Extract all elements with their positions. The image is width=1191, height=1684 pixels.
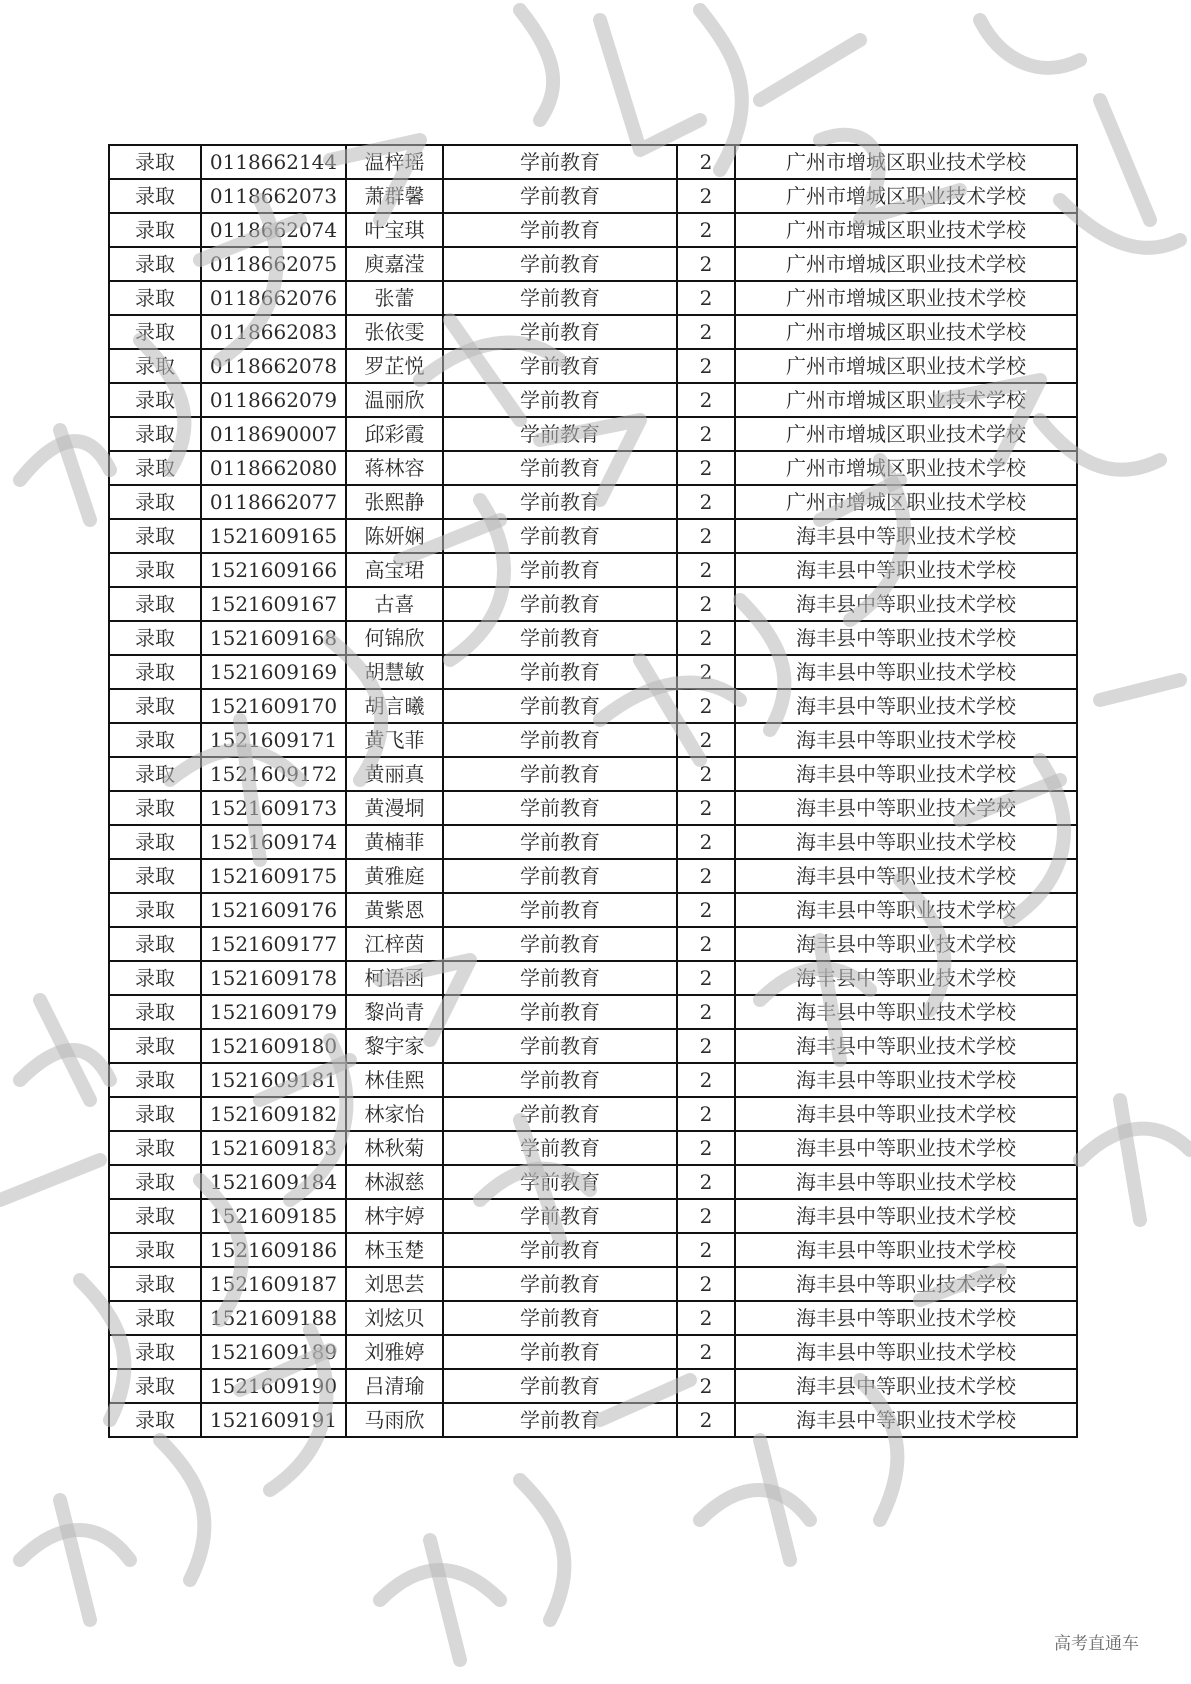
major: 学前教育	[443, 757, 677, 791]
major: 学前教育	[443, 1199, 677, 1233]
major: 学前教育	[443, 1267, 677, 1301]
study-years: 2	[677, 791, 735, 825]
student-name: 何锦欣	[346, 621, 443, 655]
candidate-id: 1521609173	[201, 791, 346, 825]
major: 学前教育	[443, 587, 677, 621]
candidate-id: 1521609184	[201, 1165, 346, 1199]
table-row	[109, 1369, 1077, 1403]
table-row	[109, 485, 1077, 519]
candidate-id: 0118662077	[201, 485, 346, 519]
study-years: 2	[677, 383, 735, 417]
admission-table	[108, 144, 1078, 1438]
school-name: 广州市增城区职业技术学校	[735, 315, 1077, 349]
candidate-id: 1521609180	[201, 1029, 346, 1063]
school-name: 广州市增城区职业技术学校	[735, 281, 1077, 315]
school-name: 广州市增城区职业技术学校	[735, 485, 1077, 519]
major: 学前教育	[443, 213, 677, 247]
student-name: 黄紫恩	[346, 893, 443, 927]
student-name: 黄楠菲	[346, 825, 443, 859]
admission-table-body	[109, 145, 1077, 1437]
school-name: 海丰县中等职业技术学校	[735, 859, 1077, 893]
major: 学前教育	[443, 315, 677, 349]
candidate-id: 1521609188	[201, 1301, 346, 1335]
study-years: 2	[677, 689, 735, 723]
major: 学前教育	[443, 1029, 677, 1063]
school-name: 海丰县中等职业技术学校	[735, 587, 1077, 621]
candidate-id: 1521609178	[201, 961, 346, 995]
table-row	[109, 1165, 1077, 1199]
major: 学前教育	[443, 417, 677, 451]
study-years: 2	[677, 859, 735, 893]
table-row	[109, 1403, 1077, 1437]
table-row	[109, 315, 1077, 349]
student-name: 庾嘉滢	[346, 247, 443, 281]
study-years: 2	[677, 519, 735, 553]
student-name: 林佳熙	[346, 1063, 443, 1097]
major: 学前教育	[443, 485, 677, 519]
school-name: 海丰县中等职业技术学校	[735, 655, 1077, 689]
student-name: 林秋菊	[346, 1131, 443, 1165]
school-name: 海丰县中等职业技术学校	[735, 689, 1077, 723]
major: 学前教育	[443, 1233, 677, 1267]
study-years: 2	[677, 893, 735, 927]
major: 学前教育	[443, 1301, 677, 1335]
study-years: 2	[677, 1199, 735, 1233]
candidate-id: 1521609191	[201, 1403, 346, 1437]
study-years: 2	[677, 587, 735, 621]
study-years: 2	[677, 349, 735, 383]
major: 学前教育	[443, 451, 677, 485]
admission-status: 录取	[109, 757, 201, 791]
admission-status: 录取	[109, 995, 201, 1029]
table-row	[109, 451, 1077, 485]
study-years: 2	[677, 1267, 735, 1301]
candidate-id: 1521609171	[201, 723, 346, 757]
student-name: 温丽欣	[346, 383, 443, 417]
school-name: 广州市增城区职业技术学校	[735, 383, 1077, 417]
student-name: 马雨欣	[346, 1403, 443, 1437]
admission-status: 录取	[109, 247, 201, 281]
student-name: 黄丽真	[346, 757, 443, 791]
student-name: 林淑慈	[346, 1165, 443, 1199]
study-years: 2	[677, 1029, 735, 1063]
study-years: 2	[677, 1063, 735, 1097]
school-name: 广州市增城区职业技术学校	[735, 213, 1077, 247]
admission-status: 录取	[109, 1131, 201, 1165]
candidate-id: 1521609187	[201, 1267, 346, 1301]
table-row	[109, 757, 1077, 791]
major: 学前教育	[443, 927, 677, 961]
candidate-id: 1521609176	[201, 893, 346, 927]
table-row	[109, 1063, 1077, 1097]
table-row	[109, 1097, 1077, 1131]
admission-status: 录取	[109, 1029, 201, 1063]
school-name: 海丰县中等职业技术学校	[735, 1335, 1077, 1369]
major: 学前教育	[443, 1369, 677, 1403]
study-years: 2	[677, 213, 735, 247]
admission-status: 录取	[109, 1165, 201, 1199]
school-name: 海丰县中等职业技术学校	[735, 1063, 1077, 1097]
table-row	[109, 349, 1077, 383]
candidate-id: 0118662079	[201, 383, 346, 417]
admission-status: 录取	[109, 451, 201, 485]
major: 学前教育	[443, 859, 677, 893]
candidate-id: 1521609190	[201, 1369, 346, 1403]
candidate-id: 1521609169	[201, 655, 346, 689]
admission-status: 录取	[109, 1369, 201, 1403]
major: 学前教育	[443, 1165, 677, 1199]
admission-status: 录取	[109, 621, 201, 655]
table-row	[109, 621, 1077, 655]
student-name: 邱彩霞	[346, 417, 443, 451]
candidate-id: 1521609168	[201, 621, 346, 655]
student-name: 林家怡	[346, 1097, 443, 1131]
student-name: 温梓瑶	[346, 145, 443, 179]
table-row	[109, 689, 1077, 723]
admission-status: 录取	[109, 1233, 201, 1267]
study-years: 2	[677, 1335, 735, 1369]
school-name: 广州市增城区职业技术学校	[735, 451, 1077, 485]
student-name: 胡慧敏	[346, 655, 443, 689]
major: 学前教育	[443, 621, 677, 655]
table-row	[109, 1233, 1077, 1267]
school-name: 广州市增城区职业技术学校	[735, 417, 1077, 451]
admission-status: 录取	[109, 825, 201, 859]
table-row	[109, 655, 1077, 689]
student-name: 萧群馨	[346, 179, 443, 213]
school-name: 海丰县中等职业技术学校	[735, 723, 1077, 757]
candidate-id: 1521609172	[201, 757, 346, 791]
student-name: 柯语函	[346, 961, 443, 995]
table-row	[109, 281, 1077, 315]
student-name: 江梓茵	[346, 927, 443, 961]
study-years: 2	[677, 1233, 735, 1267]
admission-status: 录取	[109, 213, 201, 247]
admission-status: 录取	[109, 859, 201, 893]
admission-status: 录取	[109, 893, 201, 927]
student-name: 林宇婷	[346, 1199, 443, 1233]
student-name: 黎尚青	[346, 995, 443, 1029]
study-years: 2	[677, 179, 735, 213]
student-name: 罗芷悦	[346, 349, 443, 383]
school-name: 海丰县中等职业技术学校	[735, 1165, 1077, 1199]
table-row	[109, 859, 1077, 893]
major: 学前教育	[443, 349, 677, 383]
school-name: 海丰县中等职业技术学校	[735, 1029, 1077, 1063]
admission-status: 录取	[109, 655, 201, 689]
admission-status: 录取	[109, 1063, 201, 1097]
table-row	[109, 417, 1077, 451]
table-row	[109, 553, 1077, 587]
study-years: 2	[677, 655, 735, 689]
table-row	[109, 213, 1077, 247]
school-name: 广州市增城区职业技术学校	[735, 349, 1077, 383]
student-name: 张依雯	[346, 315, 443, 349]
major: 学前教育	[443, 1403, 677, 1437]
candidate-id: 0118662080	[201, 451, 346, 485]
candidate-id: 1521609175	[201, 859, 346, 893]
candidate-id: 1521609189	[201, 1335, 346, 1369]
school-name: 海丰县中等职业技术学校	[735, 621, 1077, 655]
admission-status: 录取	[109, 587, 201, 621]
major: 学前教育	[443, 553, 677, 587]
student-name: 黄雅庭	[346, 859, 443, 893]
table-row	[109, 1199, 1077, 1233]
study-years: 2	[677, 1165, 735, 1199]
student-name: 高宝珺	[346, 553, 443, 587]
major: 学前教育	[443, 791, 677, 825]
table-row	[109, 519, 1077, 553]
student-name: 张熙静	[346, 485, 443, 519]
study-years: 2	[677, 927, 735, 961]
admission-status: 录取	[109, 315, 201, 349]
major: 学前教育	[443, 1335, 677, 1369]
candidate-id: 0118662076	[201, 281, 346, 315]
table-row	[109, 179, 1077, 213]
major: 学前教育	[443, 247, 677, 281]
table-row	[109, 961, 1077, 995]
table-row	[109, 1301, 1077, 1335]
table-row	[109, 791, 1077, 825]
candidate-id: 0118662074	[201, 213, 346, 247]
major: 学前教育	[443, 723, 677, 757]
study-years: 2	[677, 315, 735, 349]
student-name: 黄漫垌	[346, 791, 443, 825]
admission-status: 录取	[109, 1335, 201, 1369]
candidate-id: 1521609183	[201, 1131, 346, 1165]
study-years: 2	[677, 451, 735, 485]
student-name: 黎宇家	[346, 1029, 443, 1063]
school-name: 海丰县中等职业技术学校	[735, 1199, 1077, 1233]
candidate-id: 0118662144	[201, 145, 346, 179]
admission-status: 录取	[109, 1199, 201, 1233]
major: 学前教育	[443, 145, 677, 179]
admission-status: 录取	[109, 519, 201, 553]
school-name: 海丰县中等职业技术学校	[735, 1097, 1077, 1131]
admission-status: 录取	[109, 1301, 201, 1335]
candidate-id: 1521609170	[201, 689, 346, 723]
table-row	[109, 723, 1077, 757]
table-row	[109, 587, 1077, 621]
admission-status: 录取	[109, 417, 201, 451]
candidate-id: 1521609186	[201, 1233, 346, 1267]
table-row	[109, 247, 1077, 281]
study-years: 2	[677, 1369, 735, 1403]
study-years: 2	[677, 145, 735, 179]
admission-status: 录取	[109, 927, 201, 961]
student-name: 叶宝琪	[346, 213, 443, 247]
major: 学前教育	[443, 825, 677, 859]
candidate-id: 0118662083	[201, 315, 346, 349]
student-name: 蒋林容	[346, 451, 443, 485]
school-name: 海丰县中等职业技术学校	[735, 791, 1077, 825]
major: 学前教育	[443, 689, 677, 723]
major: 学前教育	[443, 1097, 677, 1131]
table-row	[109, 825, 1077, 859]
school-name: 海丰县中等职业技术学校	[735, 1301, 1077, 1335]
candidate-id: 1521609185	[201, 1199, 346, 1233]
study-years: 2	[677, 1131, 735, 1165]
admission-status: 录取	[109, 1267, 201, 1301]
admission-status: 录取	[109, 485, 201, 519]
study-years: 2	[677, 1097, 735, 1131]
table-row	[109, 383, 1077, 417]
candidate-id: 1521609166	[201, 553, 346, 587]
table-row	[109, 1029, 1077, 1063]
major: 学前教育	[443, 383, 677, 417]
student-name: 林玉楚	[346, 1233, 443, 1267]
admission-status: 录取	[109, 145, 201, 179]
table-row	[109, 145, 1077, 179]
study-years: 2	[677, 1301, 735, 1335]
study-years: 2	[677, 995, 735, 1029]
admission-status: 录取	[109, 383, 201, 417]
admission-status: 录取	[109, 961, 201, 995]
admission-status: 录取	[109, 1403, 201, 1437]
candidate-id: 0118690007	[201, 417, 346, 451]
school-name: 广州市增城区职业技术学校	[735, 179, 1077, 213]
major: 学前教育	[443, 961, 677, 995]
admission-status: 录取	[109, 179, 201, 213]
student-name: 刘雅婷	[346, 1335, 443, 1369]
school-name: 海丰县中等职业技术学校	[735, 1369, 1077, 1403]
school-name: 海丰县中等职业技术学校	[735, 519, 1077, 553]
candidate-id: 1521609174	[201, 825, 346, 859]
school-name: 海丰县中等职业技术学校	[735, 1233, 1077, 1267]
admission-status: 录取	[109, 791, 201, 825]
school-name: 广州市增城区职业技术学校	[735, 247, 1077, 281]
study-years: 2	[677, 621, 735, 655]
major: 学前教育	[443, 893, 677, 927]
student-name: 黄飞菲	[346, 723, 443, 757]
admission-status: 录取	[109, 689, 201, 723]
table-row	[109, 1267, 1077, 1301]
school-name: 广州市增城区职业技术学校	[735, 145, 1077, 179]
candidate-id: 0118662075	[201, 247, 346, 281]
admission-status: 录取	[109, 281, 201, 315]
school-name: 海丰县中等职业技术学校	[735, 961, 1077, 995]
admission-status: 录取	[109, 349, 201, 383]
study-years: 2	[677, 723, 735, 757]
candidate-id: 1521609177	[201, 927, 346, 961]
study-years: 2	[677, 417, 735, 451]
major: 学前教育	[443, 519, 677, 553]
major: 学前教育	[443, 1063, 677, 1097]
school-name: 海丰县中等职业技术学校	[735, 927, 1077, 961]
candidate-id: 1521609167	[201, 587, 346, 621]
student-name: 张蕾	[346, 281, 443, 315]
student-name: 陈妍娴	[346, 519, 443, 553]
table-row	[109, 927, 1077, 961]
school-name: 海丰县中等职业技术学校	[735, 757, 1077, 791]
student-name: 刘炫贝	[346, 1301, 443, 1335]
admission-status: 录取	[109, 723, 201, 757]
candidate-id: 1521609182	[201, 1097, 346, 1131]
study-years: 2	[677, 485, 735, 519]
candidate-id: 1521609181	[201, 1063, 346, 1097]
study-years: 2	[677, 553, 735, 587]
table-row	[109, 995, 1077, 1029]
major: 学前教育	[443, 281, 677, 315]
admission-status: 录取	[109, 553, 201, 587]
study-years: 2	[677, 1403, 735, 1437]
admission-status: 录取	[109, 1097, 201, 1131]
major: 学前教育	[443, 1131, 677, 1165]
student-name: 刘思芸	[346, 1267, 443, 1301]
candidate-id: 1521609179	[201, 995, 346, 1029]
school-name: 海丰县中等职业技术学校	[735, 995, 1077, 1029]
student-name: 古喜	[346, 587, 443, 621]
study-years: 2	[677, 757, 735, 791]
study-years: 2	[677, 281, 735, 315]
study-years: 2	[677, 961, 735, 995]
table-row	[109, 1335, 1077, 1369]
school-name: 海丰县中等职业技术学校	[735, 1267, 1077, 1301]
major: 学前教育	[443, 179, 677, 213]
major: 学前教育	[443, 655, 677, 689]
candidate-id: 0118662073	[201, 179, 346, 213]
student-name: 胡言曦	[346, 689, 443, 723]
candidate-id: 0118662078	[201, 349, 346, 383]
school-name: 海丰县中等职业技术学校	[735, 893, 1077, 927]
school-name: 海丰县中等职业技术学校	[735, 553, 1077, 587]
candidate-id: 1521609165	[201, 519, 346, 553]
table-row	[109, 893, 1077, 927]
school-name: 海丰县中等职业技术学校	[735, 1403, 1077, 1437]
major: 学前教育	[443, 995, 677, 1029]
table-row	[109, 1131, 1077, 1165]
footer-brand: 高考直通车	[1054, 1634, 1139, 1654]
study-years: 2	[677, 825, 735, 859]
study-years: 2	[677, 247, 735, 281]
school-name: 海丰县中等职业技术学校	[735, 1131, 1077, 1165]
student-name: 吕清瑜	[346, 1369, 443, 1403]
school-name: 海丰县中等职业技术学校	[735, 825, 1077, 859]
